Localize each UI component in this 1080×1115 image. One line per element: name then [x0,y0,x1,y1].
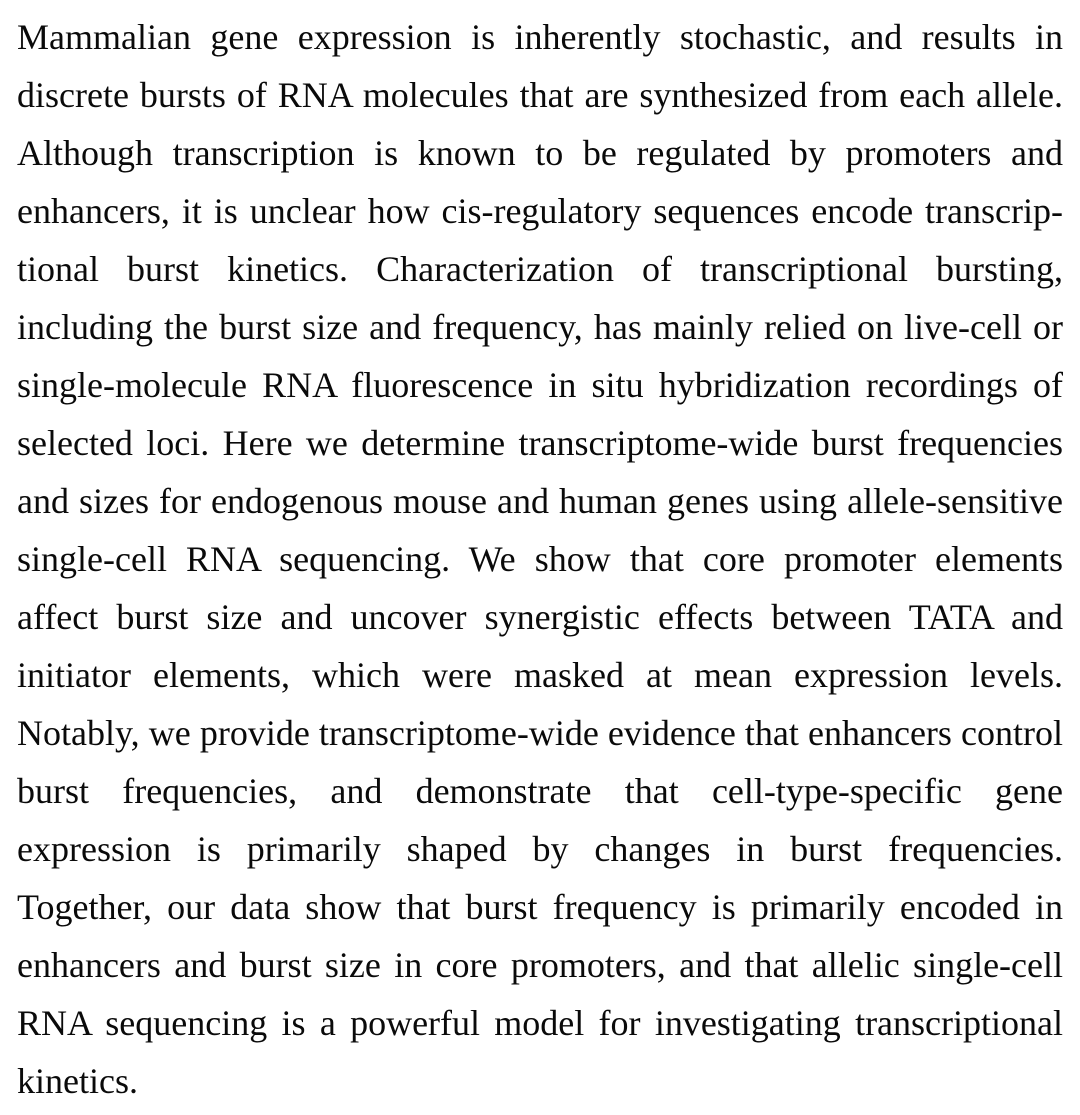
text-line: expression is primarily shaped by changes in burst frequencies. [17,829,1063,869]
text-line: affect burst size and uncover synergistic effects between TATA and [17,597,1063,637]
text-line: single-molecule RNA fluorescence in situ hybridization recordings of [17,365,1063,405]
text-line: Together, our data show that burst frequency is primarily encoded in [17,887,1063,927]
text-line: Notably, we provide transcriptome-wide evidence that enhancers control [17,713,1063,753]
text-line: enhancers, it is unclear how cis-regulatory sequences encode transcrip- [17,191,1063,231]
text-line: selected loci. Here we determine transcriptome-wide burst frequencies [17,423,1063,463]
text-line: initiator elements, which were masked at mean expression levels. [17,655,1063,695]
text-line: single-cell RNA sequencing. We show that core promoter elements [17,539,1063,579]
text-line: burst frequencies, and demonstrate that cell-type-specific gene [17,771,1063,811]
text-line: and sizes for endogenous mouse and human genes using allele-sensitive [17,481,1063,521]
text-line: enhancers and burst size in core promoters, and that allelic single-cell [17,945,1063,985]
text-line: discrete bursts of RNA molecules that are synthesized from each allele. [17,75,1063,115]
text-line: including the burst size and frequency, has mainly relied on live-cell or [17,307,1063,347]
text-line: Mammalian gene expression is inherently stochastic, and results in [17,17,1063,57]
abstract-paragraph [17,12,1063,1114]
text-line: Although transcription is known to be regulated by promoters and [17,133,1063,173]
text-line: tional burst kinetics. Characterization of transcriptional bursting, [17,249,1063,289]
text-line: RNA sequencing is a powerful model for investigating transcriptional [17,1003,1063,1043]
text-line-last: kinetics. [17,1061,138,1101]
